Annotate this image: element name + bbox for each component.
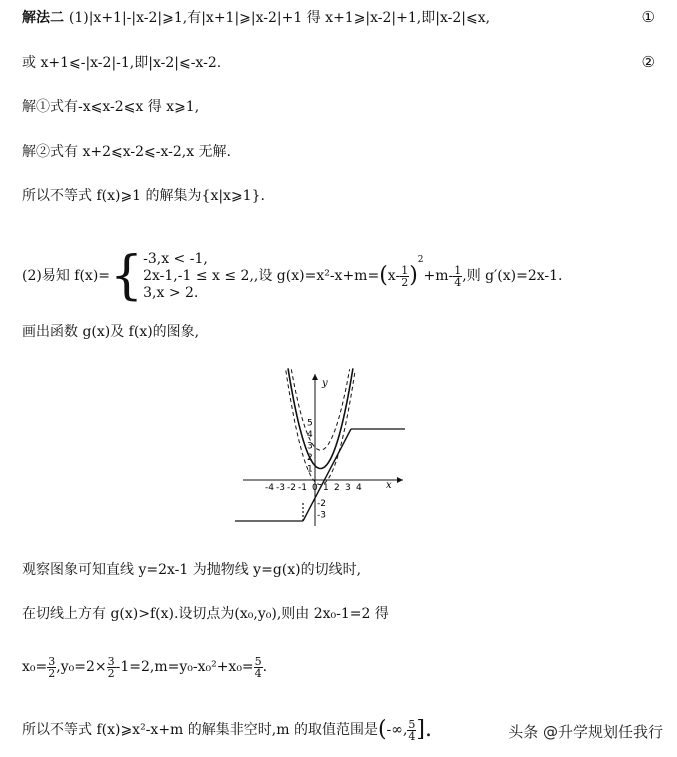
part2-tail: ,则 g′(x)=2x-1. [462,268,563,284]
x-tick-label: -3 [276,483,285,493]
solution-line-9: 在切线上方有 g(x)>f(x).设切点为(x₀,y₀),则由 2x₀-1=2 得 [22,606,389,622]
cases-brace: { [110,246,144,306]
paren-open: ( [379,263,388,288]
x-tick-label: 1 [323,483,329,493]
x-tick-label: -4 [265,483,274,493]
case-2: 2x-1,-1 ≤ x ≤ 2, [143,267,254,284]
watermark: 头条 @升学规划任我行 [508,723,663,741]
x-minus: x- [387,268,401,284]
solution-line-10: x₀= $\frac{3}{2}$ ,y₀=2× $\frac{3}{2}$ -1=2,m=y₀-x₀²+x₀= $\frac{5}{4}$ . [22,654,268,680]
y-tick-label: 4 [307,430,313,440]
part2-prefix: (2)易知 f(x)= [22,268,111,284]
solution-line-8: 观察图象可知直线 y=2x-1 为抛物线 y=g(x)的切线时, [22,562,362,578]
solution-line-1 [22,8,490,28]
y-axis-label: y [322,378,328,389]
x-axis-arrow [397,477,403,483]
parabola-tangent [288,368,353,468]
y-tick-label: 2 [307,453,313,463]
line-1-text: (1)|x+1|-|x-2|⩾1,有|x+1|⩾|x-2|+1 得 x+1⩾|x-2|+1,即|x-2|⩽x, [68,10,491,26]
y-tick-label: 1 [307,464,313,475]
case-3: 3,x > 2. [143,284,199,301]
parabola-dashed-lower [286,371,355,485]
x-tick-label: 0 [312,483,318,493]
plus-m: +m- [423,268,454,284]
paren-close: ) [409,263,418,288]
part2-mid: ,设 g(x)=x²-x+m= [253,268,380,284]
x-tick-label: 4 [356,483,362,493]
y-tick-label: 3 [307,441,313,452]
x-tick-label: 3 [345,483,351,493]
y-axis-arrow [312,374,318,380]
part2-piecewise-line [22,233,563,306]
solution-line-4: 解②式有 x+2⩽x-2⩽-x-2,x 无解. [22,144,231,160]
square-exponent: 2 [417,255,424,265]
fraction-half: $\frac{1}{2}$ [401,263,409,289]
x-tick-label: -2 [287,483,296,493]
piecewise-cases [143,251,254,302]
method-label: 解法二 [22,10,69,26]
fraction-y0: $\frac{3}{2}$ [107,654,115,680]
solution-line-7: 画出函数 g(x)及 f(x)的图象, [22,324,200,340]
circled-one-marker: ① [641,8,655,26]
solution-line-11: 所以不等式 f(x)⩾x²-x+m 的解集非空时,m 的取值范围是(-∞, $\frac{5}{4}$ ]. [22,717,432,743]
solution-line-5: 所以不等式 f(x)⩾1 的解集为{x|x⩾1}. [22,188,265,204]
y-tick-label: -2 [317,499,326,509]
fraction-x0: $\frac{3}{2}$ [48,654,56,680]
fraction-quarter: $\frac{1}{4}$ [454,263,462,289]
function-graph [233,366,411,528]
case-1: -3,x < -1, [143,250,208,267]
solution-line-3: 解①式有-x⩽x-2⩽x 得 x⩾1, [22,99,200,115]
circled-two-marker: ② [641,53,655,71]
solution-line-2: 或 x+1⩽-|x-2|-1,即|x-2|⩽-x-2. [22,55,222,71]
x-tick-label: -1 [298,483,307,493]
y-tick-label: 5 [307,418,313,429]
axis-ticks [265,419,362,521]
fraction-m: $\frac{5}{4}$ [254,654,262,680]
y-tick-label: -3 [317,510,326,521]
x-tick-label: 2 [334,483,340,493]
parabola-dashed-upper [291,369,349,450]
x-axis-label: x [386,480,392,491]
fraction-range: $\frac{5}{4}$ [408,717,416,743]
